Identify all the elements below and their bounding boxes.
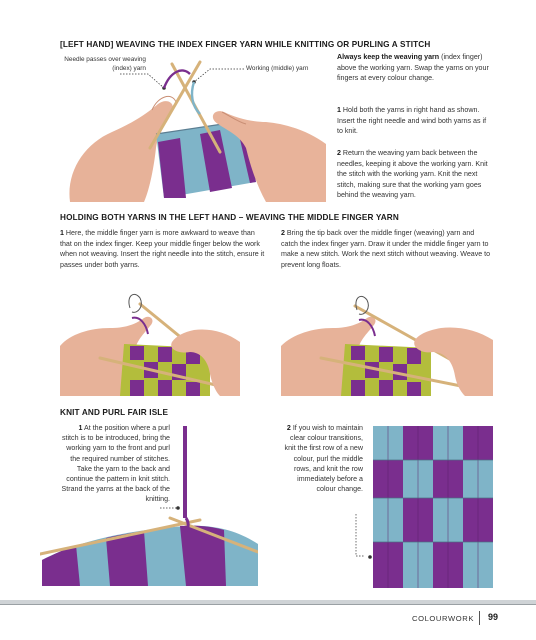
footer-separator [479,611,480,625]
photo-middle-finger-step1 [60,284,240,396]
photo-middle-finger-step2-illustration [281,284,493,396]
section2-heading: HOLDING BOTH YARNS IN THE LEFT HAND – WEAVING THE MIDDLE FINGER YARN [60,213,399,222]
footer-section-name: COLOURWORK [412,614,474,623]
section1-heading: [LEFT HAND] WEAVING THE INDEX FINGER YARN WHILE KNITTING OR PURLING A STITCH [60,40,431,49]
photo-left-hand-weaving-illustration [60,52,326,202]
photo-knit-purl-fair-isle [40,426,258,586]
section1-step2: 2 Return the weaving yarn back between the needles, keeping it above the working yarn. Knit the stitch with the working yarn. Knit the next stitch, making sure that the working yarn goes behind the weaving yarn. [337,149,488,200]
section3-step1: 1 At the position where a purl stitch is to be introduced, bring the working yarn to the front and purl the required number of stitches. Take the yarn to the back and continue the pattern in knit stitch. Strand the yarns at the back of the knitting. [61,424,170,504]
section2-step1: 1 Here, the middle finger yarn is more awkward to weave than that on the index finger. Keep your middle finger below the work when not weaving. Insert the right needle into the stitch, ensure it passes under both yarns. [60,229,265,269]
section3-step2: 2 If you wish to maintain clear colour transitions, knit the first row of a new colour, purl the middle rows, and knit the row immediately before a colour change. [284,424,363,494]
footer-rule [0,604,536,605]
photo-middle-finger-step1-illustration [60,284,240,396]
photo-left-hand-weaving [60,52,326,202]
section1-intro: Always keep the weaving yarn (index finger) above the working yarn. Swap the yarns on your fingers at every colour change. [337,53,489,83]
photo-middle-finger-step2 [281,284,493,396]
section1-step1: 1 Hold both the yarns in right hand as shown. Insert the right needle and wind both yarns as if to knit. [337,106,487,136]
photo-knit-purl-fair-isle-illustration [40,426,258,586]
photo-knit-purl-swatch-illustration [352,426,493,588]
page-number: 99 [488,612,499,622]
section2-step2: 2 Bring the tip back over the middle finger (weaving) yarn and catch the index finger yarn. Draw it under the middle finger yarn to make a new stitch. Work the next stitch without weaving. Weave to prevent long floats. [281,229,491,269]
caption-needle-passes: Needle passes over weaving (index) yarn [64,56,146,72]
section3-heading: KNIT AND PURL FAIR ISLE [60,408,169,417]
photo-knit-purl-swatch [352,426,493,588]
caption-working-yarn: Working (middle) yarn [246,65,309,72]
